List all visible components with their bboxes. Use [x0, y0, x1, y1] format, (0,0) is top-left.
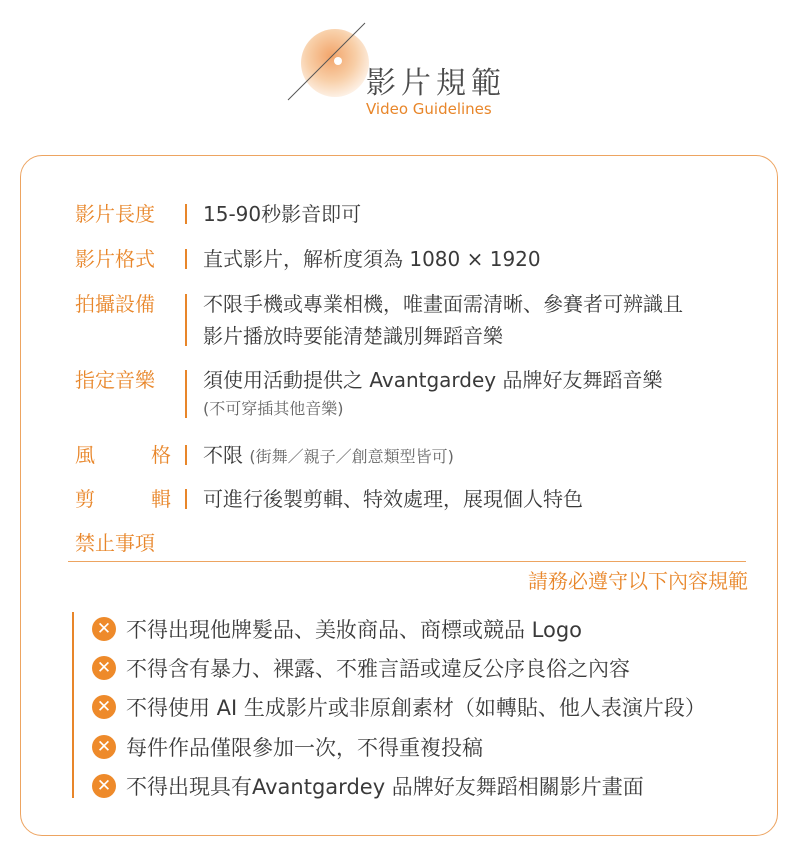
prohibited-item-text: 每件作品僅限參加一次，不得重複投稿	[126, 736, 483, 760]
spec-label: 拍攝設備	[75, 292, 155, 316]
spec-note: (街舞／親子／創意類型皆可)	[249, 447, 454, 466]
prohibited-title: 禁止事項	[75, 531, 155, 555]
spec-label	[75, 483, 171, 515]
spec-divider	[185, 294, 187, 346]
prohibited-item	[92, 653, 630, 683]
spec-label-char: 格	[151, 443, 171, 467]
prohibited-notice: 請務必遵守以下內容規範	[528, 569, 748, 593]
spec-row-format	[75, 243, 541, 275]
spec-value-group	[203, 288, 683, 352]
spec-label: 指定音樂	[75, 368, 155, 392]
prohibited-item	[92, 614, 582, 644]
spec-note: (不可穿插其他音樂)	[203, 399, 344, 418]
prohibited-item	[92, 732, 483, 762]
prohibited-item-text: 不得使用 AI 生成影片或非原創素材（如轉貼、他人表演片段）	[126, 696, 706, 720]
page-subtitle: Video Guidelines	[366, 100, 492, 118]
spec-value: 不限	[203, 443, 243, 467]
spec-value-group	[203, 364, 663, 419]
spec-label-char: 輯	[151, 487, 171, 511]
spec-divider	[185, 489, 187, 509]
prohibited-item-text: 不得出現他牌髮品、美妝商品、商標或競品 Logo	[126, 618, 583, 642]
spec-value-line2: 影片播放時要能清楚識別舞蹈音樂	[203, 324, 503, 348]
x-circle-icon: ✕	[92, 656, 116, 680]
spec-label: 影片長度	[75, 202, 155, 226]
spec-value: 直式影片，解析度須為 1080 × 1920	[203, 247, 541, 271]
spec-row-editing	[75, 483, 583, 515]
spec-divider	[185, 249, 187, 269]
header-decoration	[280, 15, 380, 110]
x-circle-icon: ✕	[92, 774, 116, 798]
spec-divider	[185, 370, 187, 418]
x-circle-icon: ✕	[92, 735, 116, 759]
spec-divider	[185, 445, 187, 465]
section-divider	[68, 561, 746, 562]
prohibited-item-text: 不得出現具有Avantgardey 品牌好友舞蹈相關影片畫面	[126, 775, 644, 799]
spec-row-style	[75, 439, 454, 473]
prohibited-list-bar	[72, 612, 74, 798]
spec-value: 不限手機或專業相機，唯畫面需清晰、參賽者可辨識且	[203, 292, 683, 316]
page-header	[0, 0, 800, 150]
x-circle-icon: ✕	[92, 695, 116, 719]
spec-label-char: 剪	[75, 487, 95, 511]
page-title: 影片規範	[366, 66, 506, 101]
x-circle-icon: ✕	[92, 617, 116, 641]
spec-row-length	[75, 198, 361, 230]
spec-label	[75, 439, 171, 471]
spec-value: 15-90秒影音即可	[203, 202, 362, 226]
prohibited-item	[92, 771, 644, 801]
spec-value-group	[203, 439, 454, 473]
spec-value: 可進行後製剪輯、特效處理，展現個人特色	[203, 487, 583, 511]
spec-row-music	[75, 364, 663, 419]
spec-label: 影片格式	[75, 247, 155, 271]
spec-label-char: 風	[75, 443, 95, 467]
prohibited-item	[92, 692, 706, 722]
prohibited-item-text: 不得含有暴力、裸露、不雅言語或違反公序良俗之內容	[126, 657, 630, 681]
spec-value: 須使用活動提供之 Avantgardey 品牌好友舞蹈音樂	[203, 368, 663, 392]
spec-divider	[185, 204, 187, 224]
spec-row-equipment	[75, 288, 683, 352]
